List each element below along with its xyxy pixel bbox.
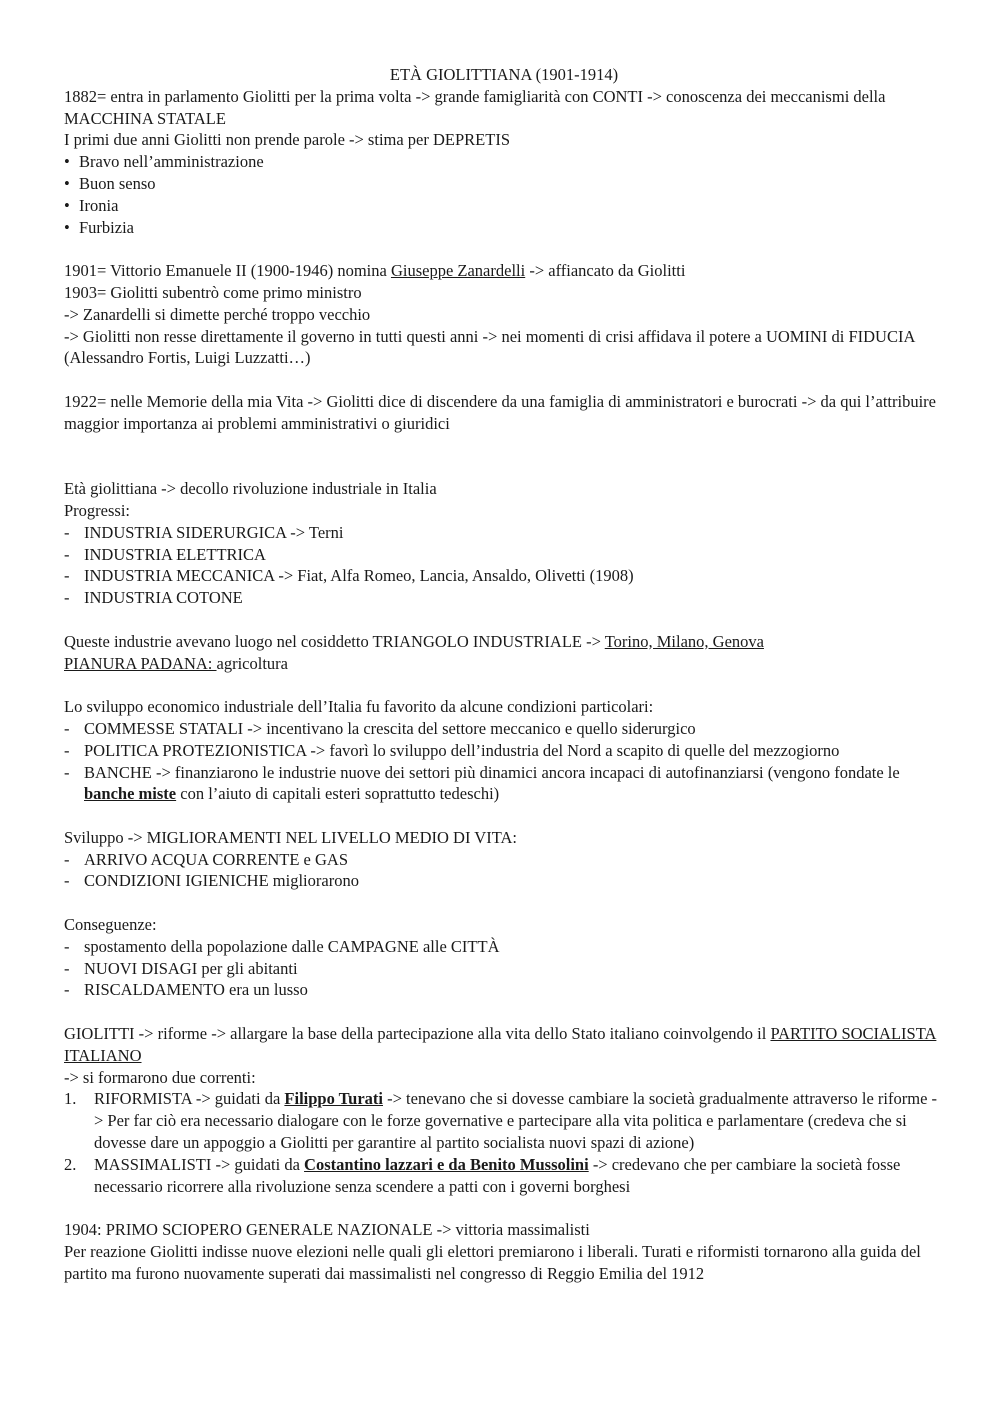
paragraph-pianura: PIANURA PADANA: agricoltura bbox=[64, 653, 288, 673]
industry-list bbox=[64, 522, 944, 609]
list-item: - INDUSTRIA ELETTRICA bbox=[64, 544, 266, 564]
paragraph-fiducia: -> Giolitti non resse direttamente il governo in tutti questi anni -> nei momenti di crisi affidava il potere a UOMINI di FIDUCIA (Alessandro Fortis, Luigi Luzzatti…) bbox=[64, 326, 915, 368]
dash-icon: - bbox=[64, 762, 70, 782]
dash-icon: - bbox=[64, 566, 70, 586]
page-title: ETÀ GIOLITTIANA (1901-1914) bbox=[389, 65, 619, 84]
paragraph-conditions: Lo sviluppo economico industriale dell’Italia fu favorito da alcune condizioni particolari: bbox=[64, 697, 654, 717]
list-item: - COMMESSE STATALI -> incentivano la crescita del settore meccanico e quello siderurgico bbox=[64, 718, 696, 738]
paragraph-currents: -> si formarono due correnti: bbox=[64, 1067, 256, 1087]
dash-icon: - bbox=[64, 871, 70, 891]
paragraph-zanardelli: -> Zanardelli si dimette perché troppo vecchio bbox=[64, 304, 371, 324]
list-item: - INDUSTRIA COTONE bbox=[64, 588, 243, 608]
bullet-icon: • bbox=[64, 173, 70, 193]
paragraph-1882: 1882= entra in parlamento Giolitti per la prima volta -> grande famigliarità con CONTI -> conoscenza dei meccanismi della MACCHINA STATALE bbox=[64, 86, 886, 128]
dash-icon: - bbox=[64, 544, 70, 564]
list-item: - spostamento della popolazione dalle CAMPAGNE alle CITTÀ bbox=[64, 936, 500, 956]
conditions-list bbox=[64, 718, 944, 805]
bullet-list bbox=[64, 151, 944, 238]
paragraph-1901: 1901= Vittorio Emanuele II (1900-1946) nomina Giuseppe Zanardelli -> affiancato da Giolitti bbox=[64, 261, 686, 281]
list-item: - NUOVI DISAGI per gli abitanti bbox=[64, 958, 298, 978]
list-item: • Bravo nell’amministrazione bbox=[64, 152, 264, 172]
list-item: • Furbizia bbox=[64, 217, 134, 237]
paragraph-depretis: I primi due anni Giolitti non prende parole -> stima per DEPRETIS bbox=[64, 130, 511, 150]
dash-icon: - bbox=[64, 718, 70, 738]
dash-icon: - bbox=[64, 522, 70, 542]
bullet-icon: • bbox=[64, 152, 70, 172]
dash-icon: - bbox=[64, 849, 70, 869]
paragraph-1922: 1922= nelle Memorie della mia Vita -> Giolitti dice di discendere da una famiglia di amministratori e burocrati -> da qui l’attribuire maggior importanza ai problemi amministrativi o giuridici bbox=[64, 391, 936, 433]
underlined-pianura: PIANURA PADANA: bbox=[64, 653, 217, 673]
paragraph-1903: 1903= Giolitti subentrò come primo ministro bbox=[64, 282, 362, 302]
list-item: 2. MASSIMALISTI -> guidati da Costantino lazzari e da Benito Mussolini -> credevano che per cambiare la società fosse necessario ricorrere alla rivoluzione senza scendere a patti con i governi borghesi bbox=[64, 1154, 901, 1196]
paragraph-triangle: Queste industrie avevano luogo nel cosiddetto TRIANGOLO INDUSTRIALE -> Torino, Milano, Genova bbox=[64, 631, 764, 651]
list-item: - POLITICA PROTEZIONISTICA -> favorì lo sviluppo dell’industria del Nord a scapito di quelle del mezzogiorno bbox=[64, 740, 840, 760]
list-item: - INDUSTRIA SIDERURGICA -> Terni bbox=[64, 522, 344, 542]
bold-name: Filippo Turati bbox=[284, 1089, 383, 1109]
dash-icon: - bbox=[64, 958, 70, 978]
underlined-name: Giuseppe Zanardelli bbox=[390, 261, 526, 281]
bullet-icon: • bbox=[64, 195, 70, 215]
paragraph-reforms: GIOLITTI -> riforme -> allargare la base della partecipazione alla vita dello Stato italiano coinvolgendo il PARTITO SOCIALISTA ITALIANO bbox=[64, 1024, 937, 1065]
bullet-icon: • bbox=[64, 217, 70, 237]
dash-icon: - bbox=[64, 980, 70, 1000]
paragraph-elections: Per reazione Giolitti indisse nuove elezioni nelle quali gli elettori premiarono i liberali. Turati e riformisti tornarono alla guida del partito ma furono nuovamente superati dai massimalisti nel congresso di Reggio Emilia del 1912 bbox=[64, 1242, 921, 1283]
dash-icon: - bbox=[64, 936, 70, 956]
list-item: - ARRIVO ACQUA CORRENTE e GAS bbox=[64, 849, 349, 869]
list-item: • Buon senso bbox=[64, 173, 156, 193]
list-item: - INDUSTRIA MECCANICA -> Fiat, Alfa Romeo, Lancia, Ansaldo, Olivetti (1908) bbox=[64, 566, 634, 586]
bold-name: Costantino lazzari e da Benito Mussolini bbox=[304, 1154, 589, 1174]
list-item: - BANCHE -> finanziarono le industrie nuove dei settori più dinamici ancora incapaci di autofinanziarsi (vengono fondate le banche miste con l’aiuto di capitali esteri soprattutto tedeschi) bbox=[64, 762, 900, 804]
list-item: - RISCALDAMENTO era un lusso bbox=[64, 980, 308, 1000]
document-page bbox=[64, 64, 944, 1285]
living-list bbox=[64, 849, 944, 893]
underlined-cities: Torino, Milano, Genova bbox=[604, 631, 764, 651]
bold-term: banche miste bbox=[84, 784, 177, 804]
paragraph-strike: 1904: PRIMO SCIOPERO GENERALE NAZIONALE -> vittoria massimalisti bbox=[64, 1220, 590, 1240]
underlined-party: PARTITO SOCIALISTA ITALIANO bbox=[64, 1024, 937, 1065]
list-item: - CONDIZIONI IGIENICHE migliorarono bbox=[64, 871, 359, 891]
progress-heading: Progressi: bbox=[64, 500, 130, 520]
consequences-list bbox=[64, 936, 944, 1001]
paragraph-living: Sviluppo -> MIGLIORAMENTI NEL LIVELLO MEDIO DI VITA: bbox=[64, 827, 517, 847]
dash-icon: - bbox=[64, 588, 70, 608]
paragraph-industrial: Età giolittiana -> decollo rivoluzione industriale in Italia bbox=[64, 479, 437, 499]
currents-list bbox=[64, 1088, 944, 1197]
dash-icon: - bbox=[64, 740, 70, 760]
paragraph-consequences: Conseguenze: bbox=[64, 915, 157, 935]
list-item: 1. RIFORMISTA -> guidati da Filippo Turati -> tenevano che si dovesse cambiare la società gradualmente attraverso le riforme -> Per far ciò era necessario dialogare con le forze governative e partecipare alla vita politica e parlamentare (credeva che si dovesse dare un appoggio a Giolitti per garantire al partito socialista nuovi spazi di azione) bbox=[64, 1089, 938, 1153]
list-item: • Ironia bbox=[64, 195, 119, 215]
